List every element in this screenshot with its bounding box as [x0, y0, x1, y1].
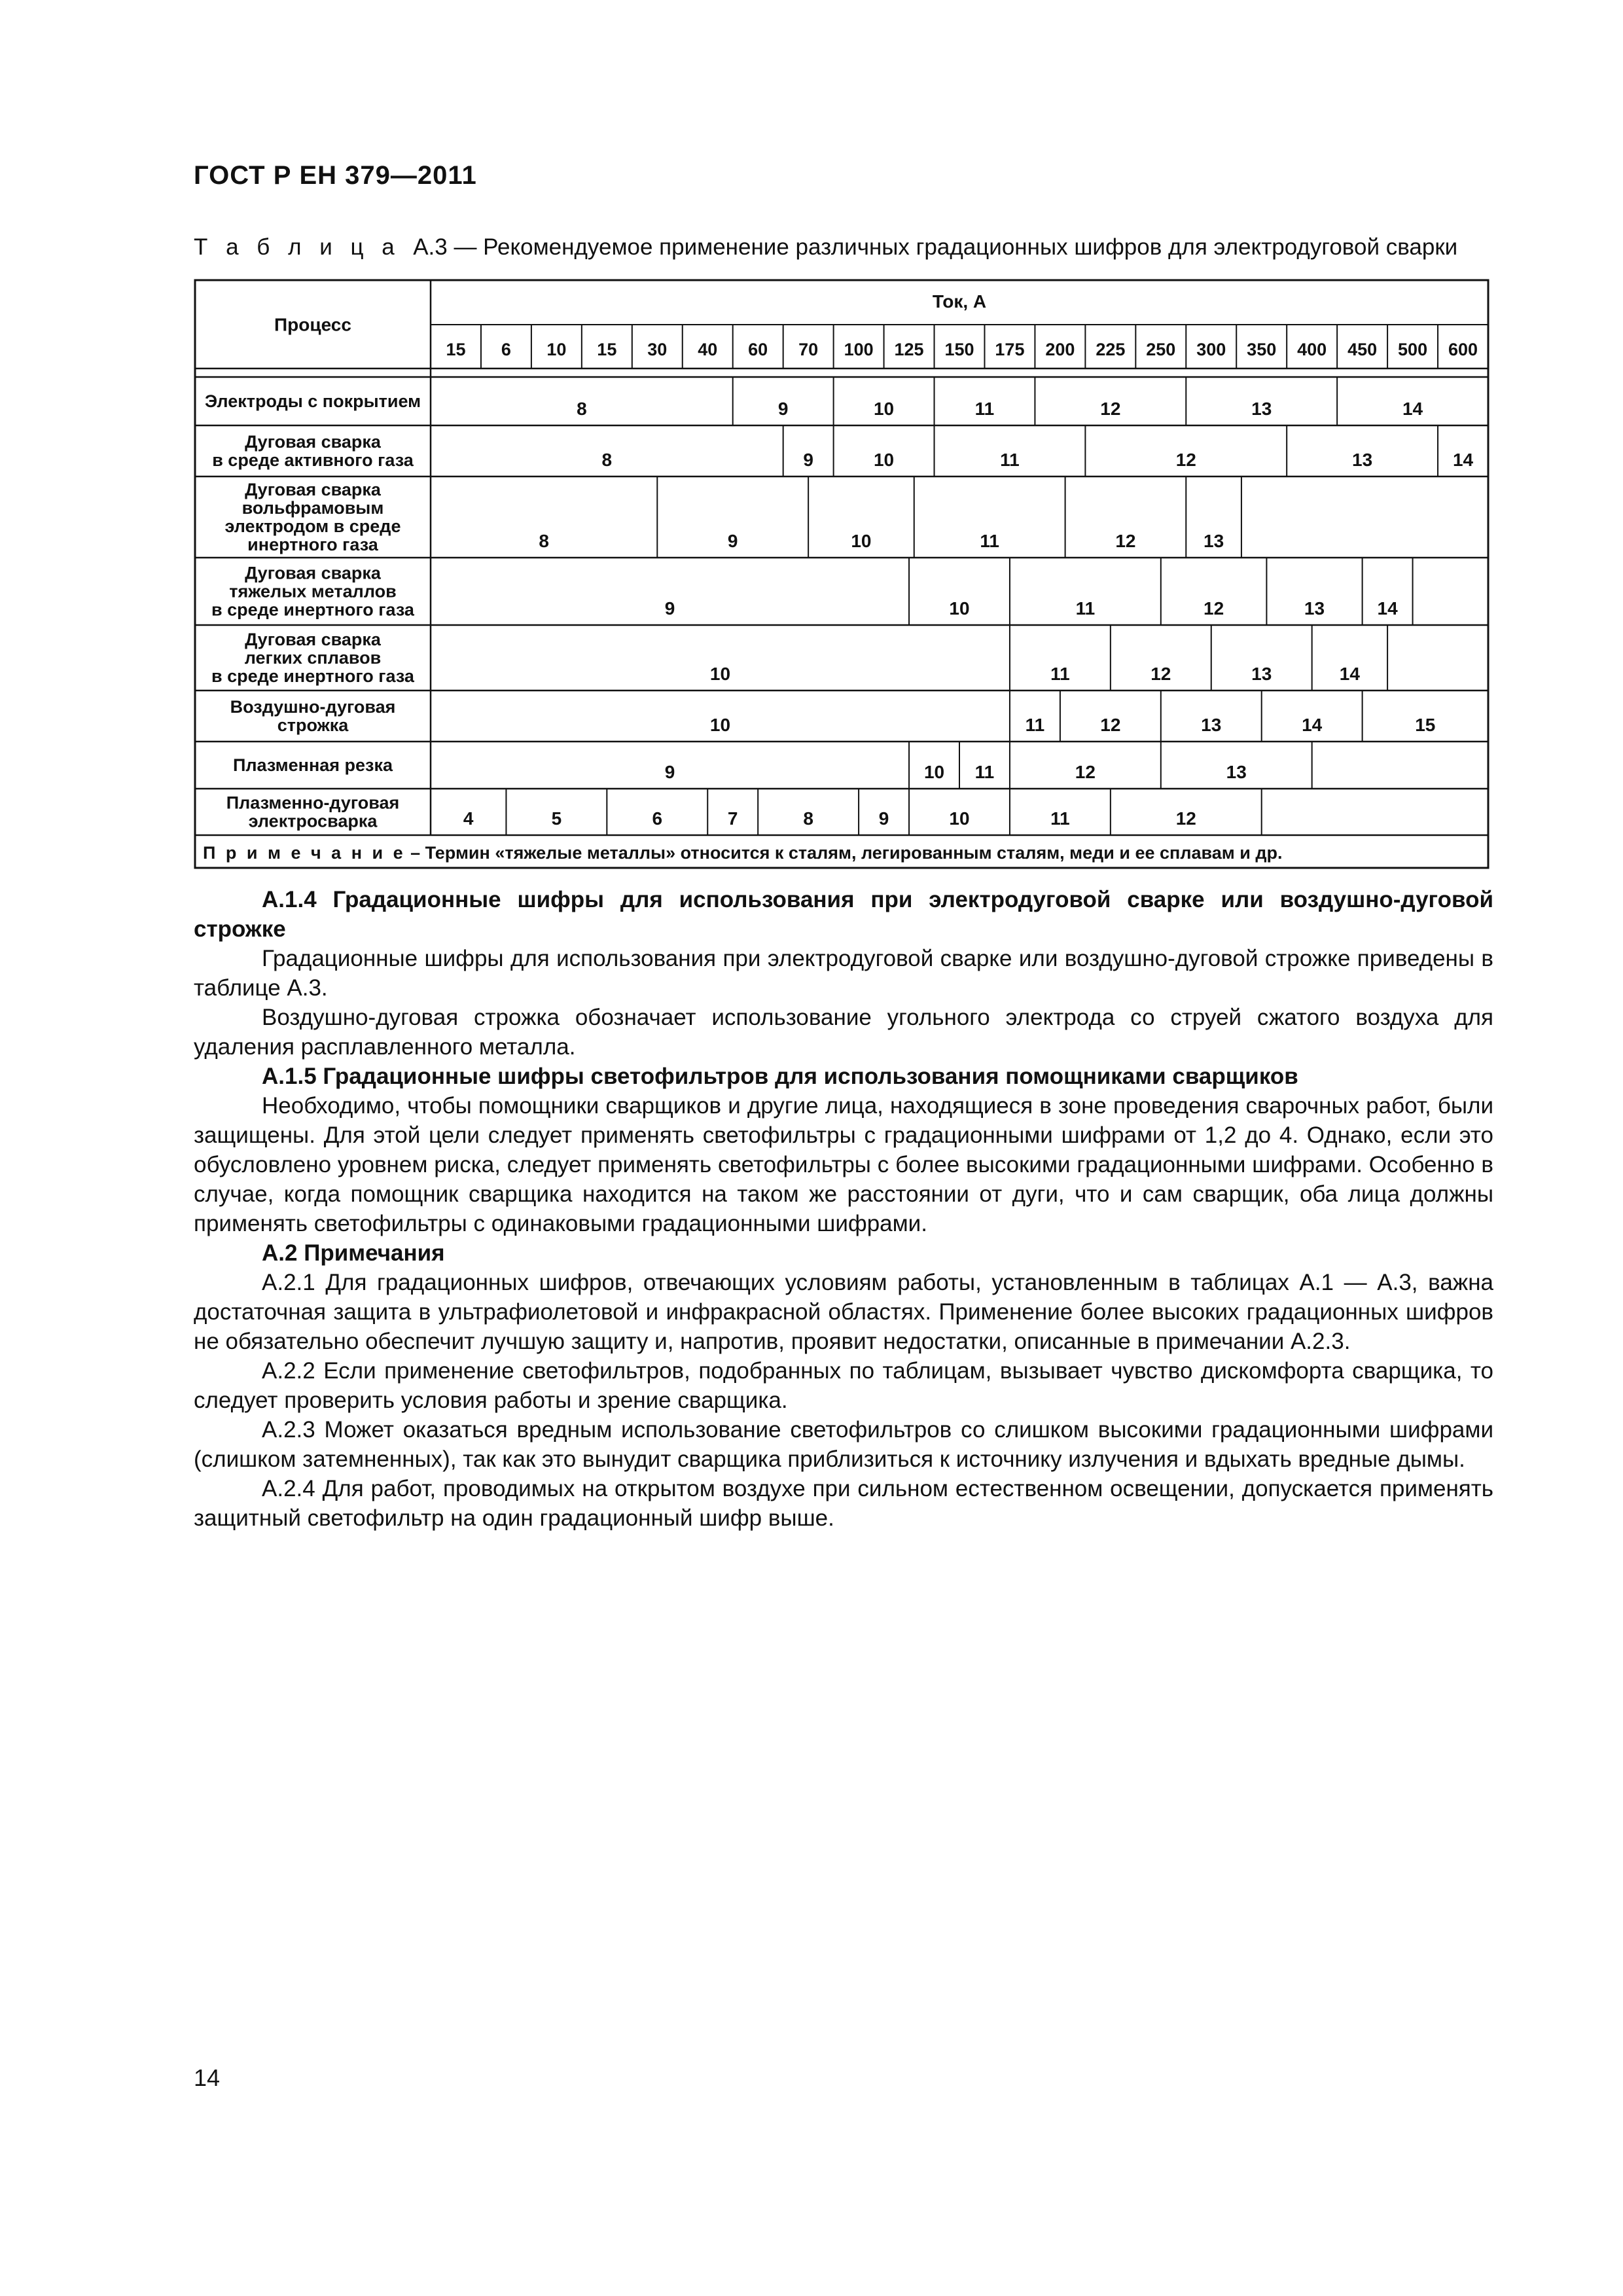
shade-table: [0, 0, 1623, 880]
process-label: в среде активного газа: [212, 450, 414, 470]
shade-value: 12: [1115, 531, 1136, 551]
shade-value: 11: [974, 762, 995, 782]
section-a2-title: А.2 Примечания: [262, 1240, 445, 1266]
paragraph: А.2.3 Может оказаться вредным использование светофильтров со слишком высокими градационными шифрами (слишком затемненных), так как это вынудит сварщика приблизиться к источнику излучения и вдыхать вредные дымы.: [194, 1417, 1493, 1472]
current-value: 450: [1347, 340, 1378, 359]
caption-text: A.3 — Рекомендуемое применение различных градационных шифров для электродуговой сварки: [413, 234, 1458, 260]
shade-value: 13: [1204, 531, 1224, 551]
process-label: инертного газа: [247, 535, 378, 554]
shade-value: 10: [949, 598, 970, 619]
shade-value: 9: [803, 450, 813, 470]
shade-value: 7: [727, 808, 738, 829]
process-label: Воздушно-дуговая: [230, 697, 396, 717]
shade-value: 8: [601, 450, 613, 470]
shade-value: 11: [980, 531, 999, 551]
shade-value: 12: [1100, 715, 1121, 735]
shade-value: 12: [1175, 808, 1196, 829]
process-label: Дуговая сварка: [245, 563, 381, 583]
process-label: строжка: [277, 715, 349, 735]
shade-value: 8: [577, 399, 587, 419]
process-label: Дуговая сварка: [245, 432, 381, 452]
caption-prefix: Т а б л и ц а: [194, 234, 401, 260]
process-label: Плазменная резка: [233, 755, 393, 775]
process-label: электросварка: [248, 811, 378, 831]
shade-value: 11: [1075, 598, 1096, 619]
process-label: в среде инертного газа: [211, 666, 414, 686]
current-value: 200: [1045, 340, 1075, 359]
shade-value: 9: [777, 399, 789, 419]
shade-value: 12: [1075, 762, 1096, 782]
current-header: Ток, А: [932, 291, 987, 312]
process-label: Дуговая сварка: [245, 630, 381, 649]
current-value: 40: [698, 340, 718, 359]
shade-value: 15: [1415, 715, 1436, 735]
process-label: электродом в среде: [224, 516, 401, 536]
shade-value: 12: [1204, 598, 1224, 619]
shade-value: 11: [1000, 450, 1020, 470]
current-value: 500: [1398, 340, 1428, 359]
shade-value: 13: [1226, 762, 1247, 782]
shade-value: 10: [923, 762, 945, 782]
shade-value: 14: [1377, 598, 1398, 619]
shade-value: 9: [664, 598, 675, 619]
current-value: 175: [995, 340, 1025, 359]
standard-title: ГОСТ Р ЕН 379—2011: [194, 161, 477, 190]
process-label: Дуговая сварка: [245, 480, 381, 499]
current-value: 70: [798, 340, 819, 359]
shade-value: 12: [1100, 399, 1121, 419]
current-value: 15: [446, 340, 466, 359]
shade-value: 9: [727, 531, 738, 551]
shade-value: 11: [1050, 664, 1070, 684]
shade-value: 13: [1251, 664, 1272, 684]
process-label: легких сплавов: [244, 648, 382, 668]
current-value: 60: [748, 340, 768, 359]
section-a14-title: А.1.4 Градационные шифры для использования при электродуговой сварке или воздушно-дуговой строжке: [194, 887, 1493, 942]
shade-value: 12: [1150, 664, 1171, 684]
process-header: Процесс: [274, 314, 351, 335]
shade-value: 14: [1302, 715, 1323, 735]
shade-value: 4: [463, 808, 474, 829]
current-value: 10: [546, 340, 567, 359]
body-text: [194, 885, 1493, 1533]
current-value: 30: [647, 340, 668, 359]
current-value: 6: [501, 340, 511, 359]
shade-value: 10: [949, 808, 970, 829]
shade-value: 9: [878, 808, 889, 829]
shade-value: 6: [652, 808, 663, 829]
process-label: тяжелых металлов: [229, 581, 397, 601]
shade-value: 10: [709, 664, 731, 684]
paragraph: А.2.1 Для градационных шифров, отвечающих условиям работы, установленным в таблицах А.1 — А.3, важна достаточная защита в ультрафиолетовой и инфракрасной областях. Применение более высоких градационных шифров не обязательно обеспечит лучшую защиту и, напротив, проявит недостатки, описанные в примечании А.2.3.: [194, 1270, 1493, 1354]
table-note: П р и м е ч а н и е – Термин «тяжелые металлы» относится к сталям, легированным сталям, меди и ее сплавам и др.: [203, 843, 1283, 863]
current-value: 250: [1146, 340, 1176, 359]
current-value: 225: [1096, 340, 1126, 359]
current-value: 600: [1448, 340, 1478, 359]
process-label: Плазменно-дуговая: [226, 793, 400, 813]
shade-value: 13: [1352, 450, 1373, 470]
shade-value: 10: [873, 399, 895, 419]
shade-value: 10: [851, 531, 872, 551]
section-a15-title: А.1.5 Градационные шифры светофильтров для использования помощниками сварщиков: [262, 1064, 1298, 1089]
shade-value: 14: [1452, 450, 1474, 470]
paragraph: А.2.2 Если применение светофильтров, подобранных по таблицам, вызывает чувство дискомфорта сварщика, то следует проверить условия работы и зрение сварщика.: [194, 1358, 1493, 1413]
current-value: 350: [1247, 340, 1277, 359]
process-label: Электроды с покрытием: [204, 391, 421, 411]
shade-value: 5: [551, 808, 562, 829]
current-value: 400: [1297, 340, 1327, 359]
shade-value: 13: [1201, 715, 1222, 735]
process-label: в среде инертного газа: [211, 600, 414, 620]
shade-value: 11: [974, 399, 995, 419]
paragraph: Градационные шифры для использования при электродуговой сварке или воздушно-дуговой строжке приведены в таблице А.3.: [194, 946, 1493, 1001]
shade-value: 12: [1175, 450, 1196, 470]
shade-value: 10: [709, 715, 731, 735]
shade-value: 14: [1402, 399, 1423, 419]
page-number: 14: [194, 2064, 221, 2091]
paragraph: Необходимо, чтобы помощники сварщиков и другие лица, находящиеся в зоне проведения сварочных работ, были защищены. Для этой цели следует применять светофильтры с градационными шифрами от 1,2 до 4. Однако, если это обусловлено уровнем риска, следует применять светофильтры с более высокими градационными шифрами. Особенно в случае, когда помощник сварщика находится на таком же расстоянии от дуги, что и сам сварщик, оба лица должны применять светофильтры с одинаковыми градационными шифрами.: [194, 1093, 1493, 1236]
shade-value: 11: [1050, 808, 1070, 829]
shade-value: 8: [539, 531, 549, 551]
shade-value: 13: [1304, 598, 1325, 619]
paragraph: А.2.4 Для работ, проводимых на открытом воздухе при сильном естественном освещении, допускается применять защитный светофильтр на один градационный шифр выше.: [194, 1476, 1493, 1531]
shade-value: 9: [664, 762, 675, 782]
current-value: 125: [894, 340, 924, 359]
shade-value: 14: [1339, 664, 1360, 684]
process-label: вольфрамовым: [241, 498, 384, 518]
paragraph: Воздушно-дуговая строжка обозначает использование угольного электрода со струей сжатого воздуха для удаления расплавленного металла.: [194, 1005, 1493, 1060]
current-value: 150: [944, 340, 974, 359]
current-value: 15: [597, 340, 617, 359]
shade-value: 11: [1025, 715, 1045, 735]
shade-value: 13: [1251, 399, 1272, 419]
current-value: 100: [844, 340, 874, 359]
current-value: 300: [1196, 340, 1226, 359]
shade-value: 8: [803, 808, 813, 829]
shade-value: 10: [873, 450, 895, 470]
